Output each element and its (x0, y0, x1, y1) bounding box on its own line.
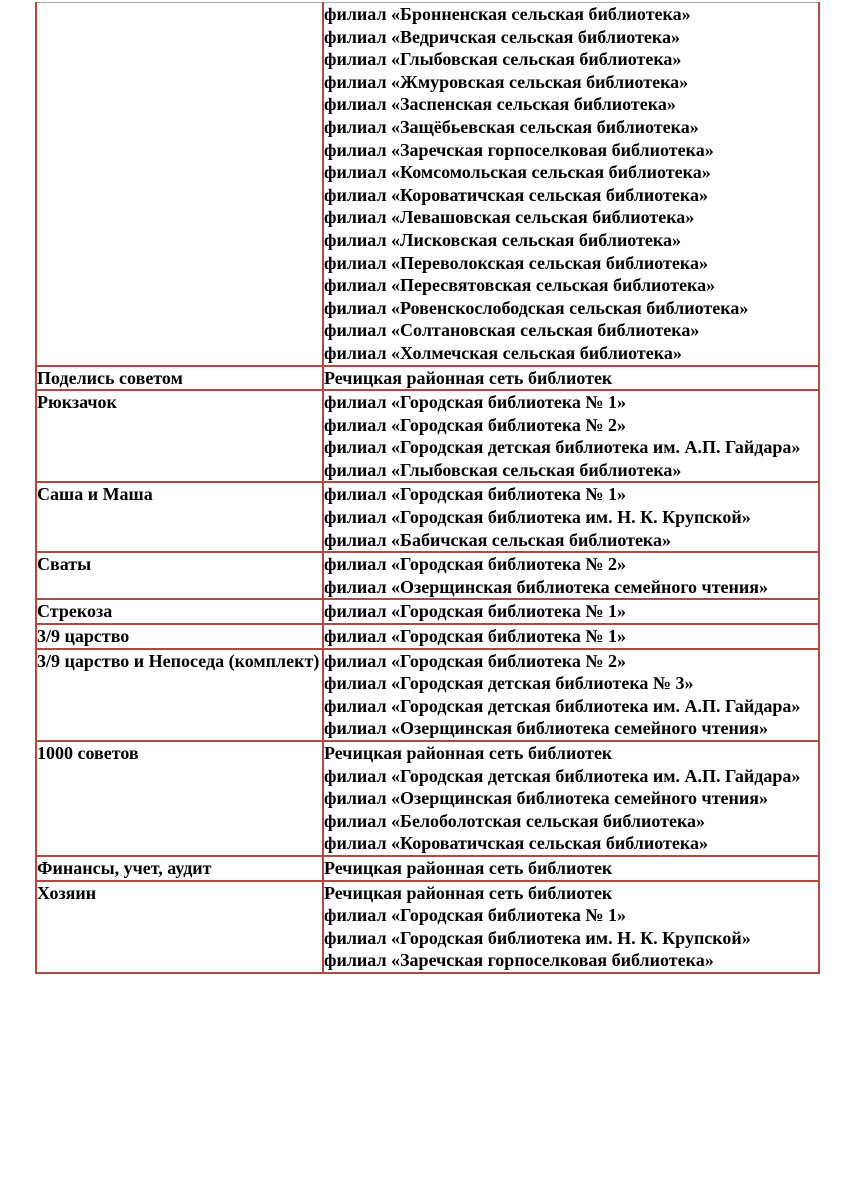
library-item: филиал «Переволокская сельская библиотека» (324, 252, 708, 273)
table-row (36, 552, 819, 599)
publication-distribution-table (35, 2, 820, 974)
publication-title: Рюкзачок (37, 392, 117, 413)
library-item: филиал «Городская библиотека № 2» (324, 650, 627, 671)
publication-title-cell (36, 881, 323, 973)
libraries-cell (323, 624, 819, 649)
library-item: филиал «Городская детская библиотека им. А.П. Гайдара» (324, 765, 801, 786)
publication-title-cell (36, 390, 323, 482)
publication-title-cell (36, 3, 323, 366)
table-row (36, 856, 819, 881)
publication-title-cell (36, 856, 323, 881)
library-item: филиал «Короватичская сельская библиотека» (324, 184, 708, 205)
libraries-cell (323, 482, 819, 552)
publication-title: Поделись советом (37, 367, 183, 388)
table-row (36, 649, 819, 741)
library-item: филиал «Озерщинская библиотека семейного чтения» (324, 718, 769, 739)
library-item: филиал «Городская библиотека № 1» (324, 392, 627, 413)
publication-title: 1000 советов (37, 743, 139, 763)
library-item: филиал «Городская детская библиотека № 3» (324, 673, 694, 694)
library-item: филиал «Городская библиотека № 2» (324, 554, 627, 575)
libraries-cell (323, 881, 819, 973)
library-item: филиал «Городская библиотека № 1» (324, 484, 627, 505)
libraries-cell (323, 741, 819, 856)
library-item: филиал «Холмечская сельская библиотека» (324, 342, 682, 363)
library-item: филиал «Глыбовская сельская библиотека» (324, 49, 682, 70)
table-row (36, 3, 819, 366)
publication-title-cell (36, 599, 323, 624)
publication-title: 3/9 царство (37, 626, 130, 647)
table-row (36, 599, 819, 624)
table-row (36, 366, 819, 391)
library-item: филиал «Городская детская библиотека им. А.П. Гайдара» (324, 437, 801, 458)
library-item: Речицкая районная сеть библиотек (324, 857, 613, 878)
publication-title-cell (36, 741, 323, 856)
library-item: филиал «Городская детская библиотека им. А.П. Гайдара» (324, 695, 801, 716)
publication-title: Хозяин (37, 882, 97, 903)
library-item: Речицкая районная сеть библиотек (324, 367, 613, 388)
publication-title-cell (36, 624, 323, 649)
table-row (36, 741, 819, 856)
library-item: филиал «Городская библиотека им. Н. К. Крупской» (324, 507, 751, 528)
library-item: филиал «Городская библиотека № 2» (324, 414, 627, 435)
publication-title: Сваты (37, 554, 92, 575)
library-item: филиал «Пересвятовская сельская библиотека» (324, 275, 716, 296)
table-body (36, 3, 819, 973)
library-item: филиал «Городская библиотека № 1» (324, 626, 627, 647)
publication-title-cell (36, 366, 323, 391)
library-item: филиал «Городская библиотека им. Н. К. Крупской» (324, 927, 751, 948)
publication-title: Стрекоза (37, 601, 113, 622)
publication-title: Финансы, учет, аудит (37, 857, 212, 878)
library-item: филиал «Бабичская сельская библиотека» (324, 529, 672, 550)
library-item: филиал «Городская библиотека № 1» (324, 905, 627, 926)
library-item: филиал «Озерщинская библиотека семейного чтения» (324, 788, 769, 809)
library-item: Речицкая районная сеть библиотек (324, 882, 613, 903)
libraries-cell (323, 390, 819, 482)
library-item: филиал «Заречская горпоселковая библиотека» (324, 950, 714, 971)
publication-title-cell (36, 649, 323, 741)
library-item: филиал «Озерщинская библиотека семейного чтения» (324, 576, 769, 597)
publication-title-cell (36, 482, 323, 552)
library-item: филиал «Ведричская сельская библиотека» (324, 26, 681, 47)
publication-title: Саша и Маша (37, 484, 153, 505)
library-item: филиал «Солтановская сельская библиотека» (324, 320, 700, 341)
library-item: филиал «Белоболотская сельская библиотека» (324, 810, 706, 831)
library-item: Речицкая районная сеть библиотек (324, 743, 613, 763)
library-item: филиал «Жмуровская сельская библиотека» (324, 71, 689, 92)
table-row (36, 881, 819, 973)
library-item: филиал «Глыбовская сельская библиотека» (324, 459, 682, 480)
library-item: филиал «Ровенскослободская сельская библиотека» (324, 297, 749, 318)
library-item: филиал «Бронненская сельская библиотека» (324, 4, 691, 24)
library-item: филиал «Защёбьевская сельская библиотека» (324, 116, 699, 137)
library-item: филиал «Комсомольская сельская библиотека» (324, 162, 711, 183)
libraries-cell (323, 552, 819, 599)
library-item: филиал «Заречская горпоселковая библиотека» (324, 139, 714, 160)
library-item: филиал «Заспенская сельская библиотека» (324, 94, 676, 115)
table-row (36, 482, 819, 552)
libraries-cell (323, 3, 819, 366)
table-row (36, 390, 819, 482)
libraries-cell (323, 599, 819, 624)
library-item: филиал «Городская библиотека № 1» (324, 601, 627, 622)
libraries-cell (323, 649, 819, 741)
libraries-cell (323, 856, 819, 881)
library-item: филиал «Левашовская сельская библиотека» (324, 207, 695, 228)
publication-title-cell (36, 552, 323, 599)
library-item: филиал «Короватичская сельская библиотека» (324, 833, 708, 854)
libraries-cell (323, 366, 819, 391)
publication-title: 3/9 царство и Непоседа (комплект) (37, 650, 320, 671)
library-item: филиал «Лисковская сельская библиотека» (324, 229, 682, 250)
table-row (36, 624, 819, 649)
